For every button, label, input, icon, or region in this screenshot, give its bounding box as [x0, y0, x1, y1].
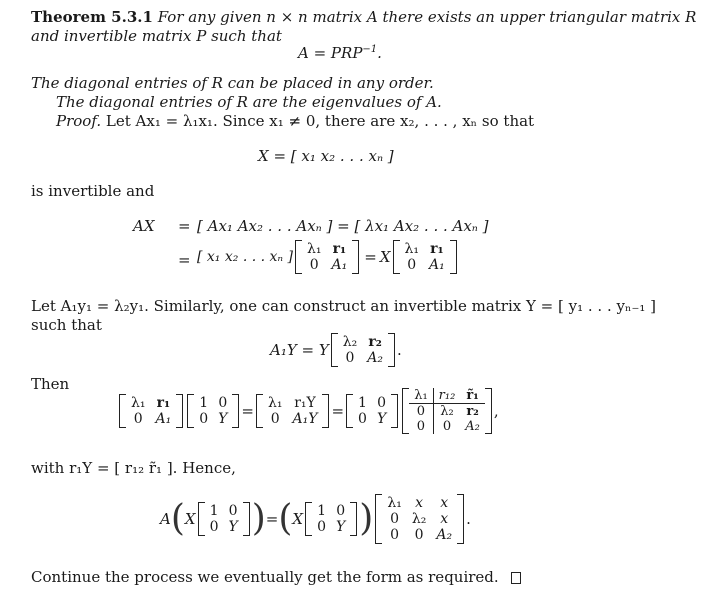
ax-line-2: [ x₁ x₂ . . . xₙ ] λ₁ r₁ 0 A₁ = X λ₁ r₁ 0 A₁: [197, 240, 459, 274]
theorem-label: Theorem 5.3.1: [31, 8, 153, 26]
proof-text: Let Ax₁ = λ₁x₁. Since x₁ ≠ 0, there are x₂, . . . , xₙ so that: [105, 112, 535, 130]
such-that-text: such that: [31, 316, 102, 334]
ax-lhs: AX: [133, 217, 155, 235]
a1y-equation: A₁Y = Y λ₂ r₂ 0 A₂ .: [270, 334, 402, 366]
proof-line: [56, 114, 534, 129]
proof-label: Proof.: [56, 112, 102, 130]
x-vector-row: [ x₁ x₂ . . . xₙ ]: [197, 249, 294, 265]
matrix-lambda1-b: λ₁ r₁ 0 A₁: [119, 394, 183, 428]
remark-2: The diagonal entries of R are the eigenvalues of A.: [56, 93, 442, 111]
upper-triangular-matrix: λ₁ x x 0 λ₂ x 0 0 A₂: [375, 494, 464, 544]
theorem-statement-1: For any given n × n matrix A there exists an upper triangular matrix R: [157, 8, 697, 26]
theorem-statement-2: and invertible matrix P such that: [31, 27, 282, 45]
theorem-line-1: [31, 10, 696, 25]
matrix-10-0y: 1 0 0 Y: [187, 394, 239, 428]
then-equation: λ₁ r₁ 0 A₁ 1 0 0 Y = λ₁ r₁Y 0 A₁Y = 1 0 0 Y λ₁ r₁₂ r̃₁ 0 λ₂ r₂ 0 0 A₂ ,: [117, 388, 499, 434]
is-invertible-text: is invertible and: [31, 182, 155, 200]
matrix-lambda1-repeat: λ₁ r₁ 0 A₁: [393, 240, 457, 274]
matrix-10-0y-c: 1 0 0 Y: [198, 502, 250, 536]
then-text: Then: [31, 375, 70, 393]
conclusion-text: Continue the process we eventually get the form as required.: [31, 568, 499, 586]
block-matrix: λ₁ r₁₂ r̃₁ 0 λ₂ r₂ 0 0 A₂: [402, 388, 492, 434]
matrix-10-0y-d: 1 0 0 Y: [305, 502, 357, 536]
qed-icon: [511, 572, 521, 584]
final-equation: A ( X 1 0 0 Y ) = ( X 1 0 0 Y ) λ₁ x x 0 λ₂ x 0 0 A₂ .: [160, 495, 471, 543]
theorem-equation: $A = PRP^{-1}$.: [298, 44, 382, 62]
remark-1: The diagonal entries of R can be placed in any order.: [31, 74, 434, 92]
with-line: with r₁Y = [ r₁₂ r̃₁ ]. Hence,: [31, 459, 236, 477]
matrix-lambda1: λ₁ r₁ 0 A₁: [295, 240, 359, 274]
conclusion-line: [31, 570, 521, 585]
matrix-lambda2: λ₂ r₂ 0 A₂: [331, 333, 395, 367]
let-line: Let A₁y₁ = λ₂y₁. Similarly, one can construct an invertible matrix Y = [ y₁ . . . yₙ₋₁ ]: [31, 297, 657, 315]
matrix-r1y: λ₁ r₁Y 0 A₁Y: [256, 394, 329, 428]
matrix-10-0y-b: 1 0 0 Y: [346, 394, 398, 428]
x-definition: X = [ x₁ x₂ . . . xₙ ]: [258, 147, 394, 165]
ax-line-1: [ Ax₁ Ax₂ . . . Axₙ ] = [ λx₁ Ax₂ . . . Axₙ ]: [197, 217, 489, 235]
